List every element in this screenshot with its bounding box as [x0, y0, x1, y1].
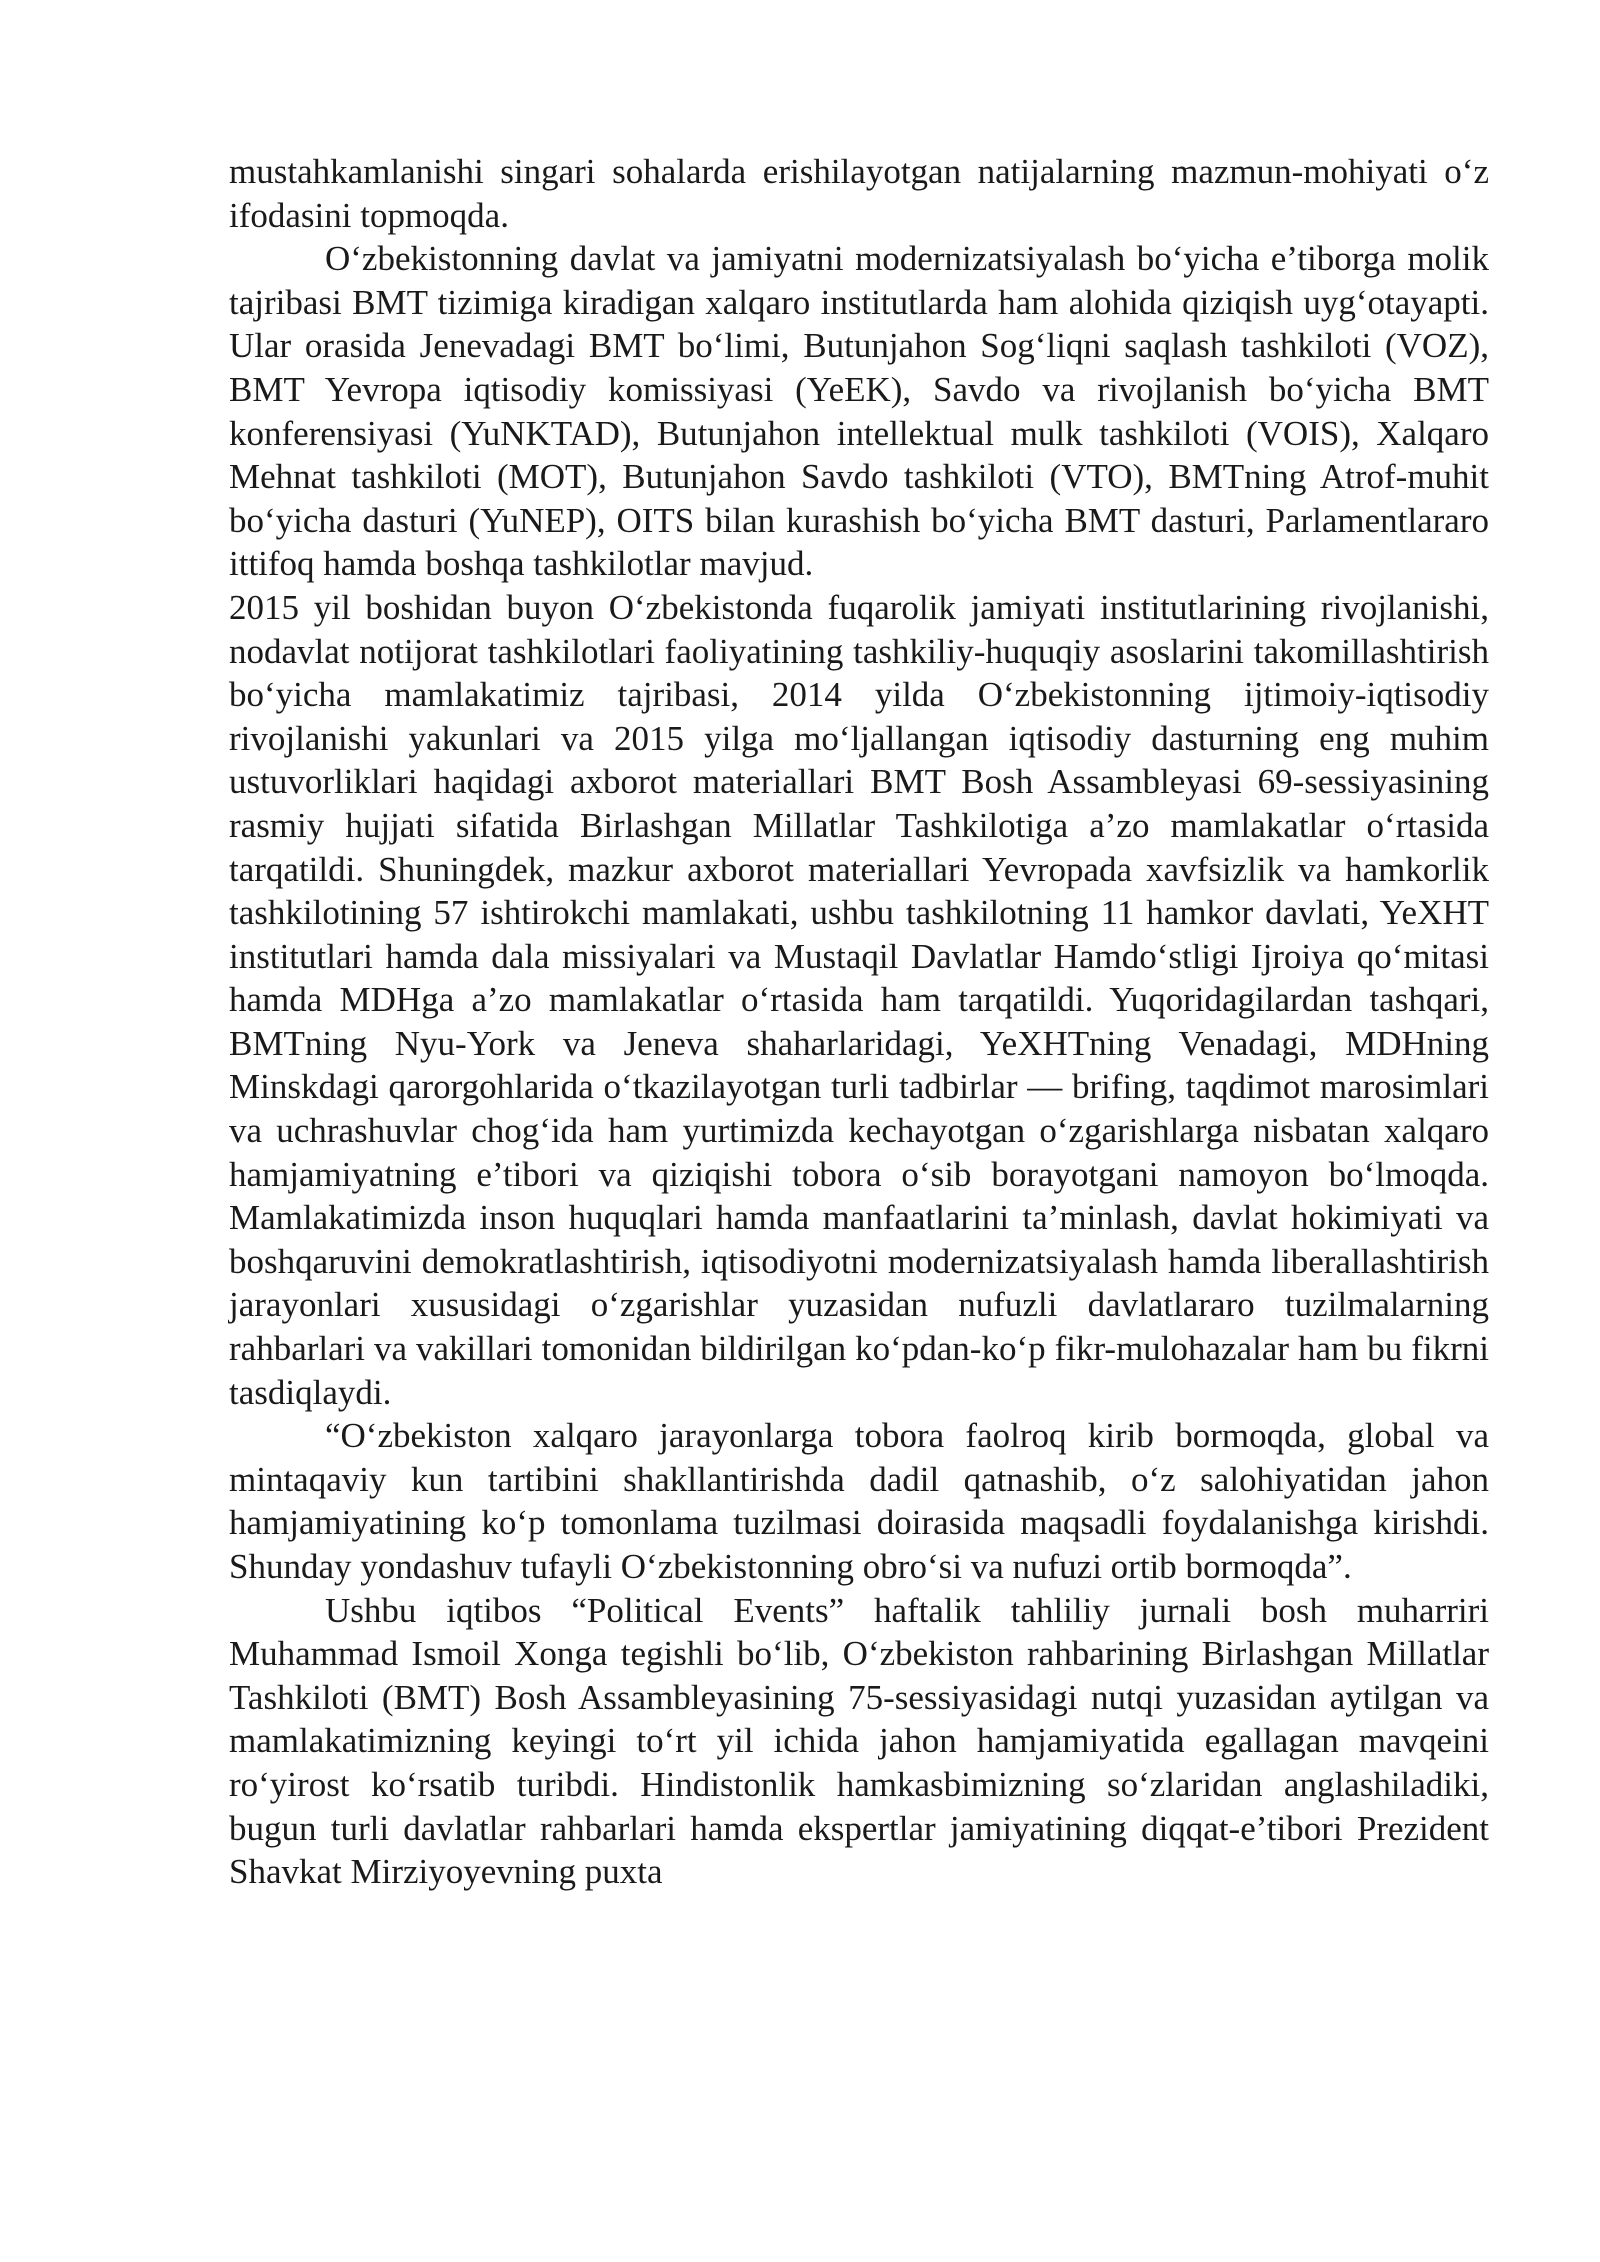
paragraph-continuation: mustahkamlanishi singari sohalarda erishilayotgan natijalarning mazmun-mohiyati o‘z ifodasini topmoqda. [229, 152, 1489, 235]
paragraph-un-institutions: O‘zbekistonning davlat va jamiyatni modernizatsiyalash bo‘yicha e’tiborga molik tajribasi BMT tizimiga kiradigan xalqaro institutlarda ham alohida qiziqish uyg‘otayapti. Ular orasida Jenevadagi BMT bo‘limi, Butunjahon Sog‘liqni saqlash tashkiloti (VOZ), BMT Yevropa iqtisodiy komissiyasi (YeEK), Savdo va rivojlanish bo‘yicha BMT konferensiyasi (YuNKTAD), Butunjahon intellektual mulk tashkiloti (VOIS), Xalqaro Mehnat tashkiloti (MOT), Butunjahon Savdo tashkiloti (VTO), BMTning Atrof-muhit bo‘yicha dasturi (YuNEP), OITS bilan kurashish bo‘yicha BMT dasturi, Parlamentlararo ittifoq hamda boshqa tashkilotlar mavjud. [229, 239, 1489, 584]
paragraph-2015-materials: 2015 yil boshidan buyon O‘zbekistonda fuqarolik jamiyati institutlarining rivojlanishi, nodavlat notijorat tashkilotlari faoliyatining tashkiliy-huquqiy asoslarini takomillashtirish bo‘yicha mamlakatimiz tajribasi, 2014 yilda O‘zbekistonning ijtimoiy-iqtisodiy rivojlanishi yakunlari va 2015 yilga mo‘ljallangan iqtisodiy dasturning eng muhim ustuvorliklari haqidagi axborot materiallari BMT Bosh Assambleyasi 69-sessiyasining rasmiy hujjati sifatida Birlashgan Millatlar Tashkilotiga a’zo mamlakatlar o‘rtasida tarqatildi. Shuningdek, mazkur axborot materiallari Yevropada xavfsizlik va hamkorlik tashkilotining 57 ishtirokchi mamlakati, ushbu tashkilotning 11 hamkor davlati, YeXHT institutlari hamda dala missiyalari va Mustaqil Davlatlar Hamdo‘stligi Ijroiya qo‘mitasi hamda MDHga a’zo mamlakatlar o‘rtasida ham tarqatildi. Yuqoridagilardan tashqari, BMTning Nyu-York va Jeneva shaharlaridagi, YeXHTning Venadagi, MDHning Minskdagi qarorgohlarida o‘tkazilayotgan turli tadbirlar — brifing, taqdimot marosimlari va uchrashuvlar chog‘ida ham yurtimizda kechayotgan o‘zgarishlarga nisbatan xalqaro hamjamiyatning e’tibori va qiziqishi tobora o‘sib borayotgani namoyon bo‘lmoqda. Mamlakatimizda inson huquqlari hamda manfaatlarini ta’minlash, davlat hokimiyati va boshqaruvini demokratlashtirish, iqtisodiyotni modernizatsiyalash hamda liberallashtirish jarayonlari xususidagi o‘zgarishlar yuzasidan nufuzli davlatlararo tuzilmalarning rahbarlari va vakillari tomonidan bildirilgan ko‘pdan-ko‘p fikr-mulohazalar ham bu fikrni tasdiqlaydi. [229, 587, 1489, 1412]
paragraph-political-events: Ushbu iqtibos “Political Events” haftalik tahliliy jurnali bosh muharriri Muhammad Ismoil Xonga tegishli bo‘lib, O‘zbekiston rahbarining Birlashgan Millatlar Tashkiloti (BMT) Bosh Assambleyasining 75-sessiyasidagi nutqi yuzasidan aytilgan va mamlakatimizning keyingi to‘rt yil ichida jahon hamjamiyatida egallagan mavqeini ro‘yirost ko‘rsatib turibdi. Hindistonlik hamkasbimizning so‘zlaridan anglashiladiki, bugun turli davlatlar rahbarlari hamda ekspertlar jamiyatining diqqat-e’tibori Prezident Shavkat Mirziyoyevning puxta [229, 1590, 1489, 1892]
document-body [229, 150, 1489, 1894]
paragraph-quotation: “O‘zbekiston xalqaro jarayonlarga tobora faolroq kirib bormoqda, global va mintaqaviy kun tartibini shakllantirishda dadil qatnashib, o‘z salohiyatidan jahon hamjamiyatining ko‘p tomonlama tuzilmasi doirasida maqsadli foydalanishga kirishdi. Shunday yondashuv tufayli O‘zbekistonning obro‘si va nufuzi ortib bormoqda”. [229, 1416, 1489, 1586]
